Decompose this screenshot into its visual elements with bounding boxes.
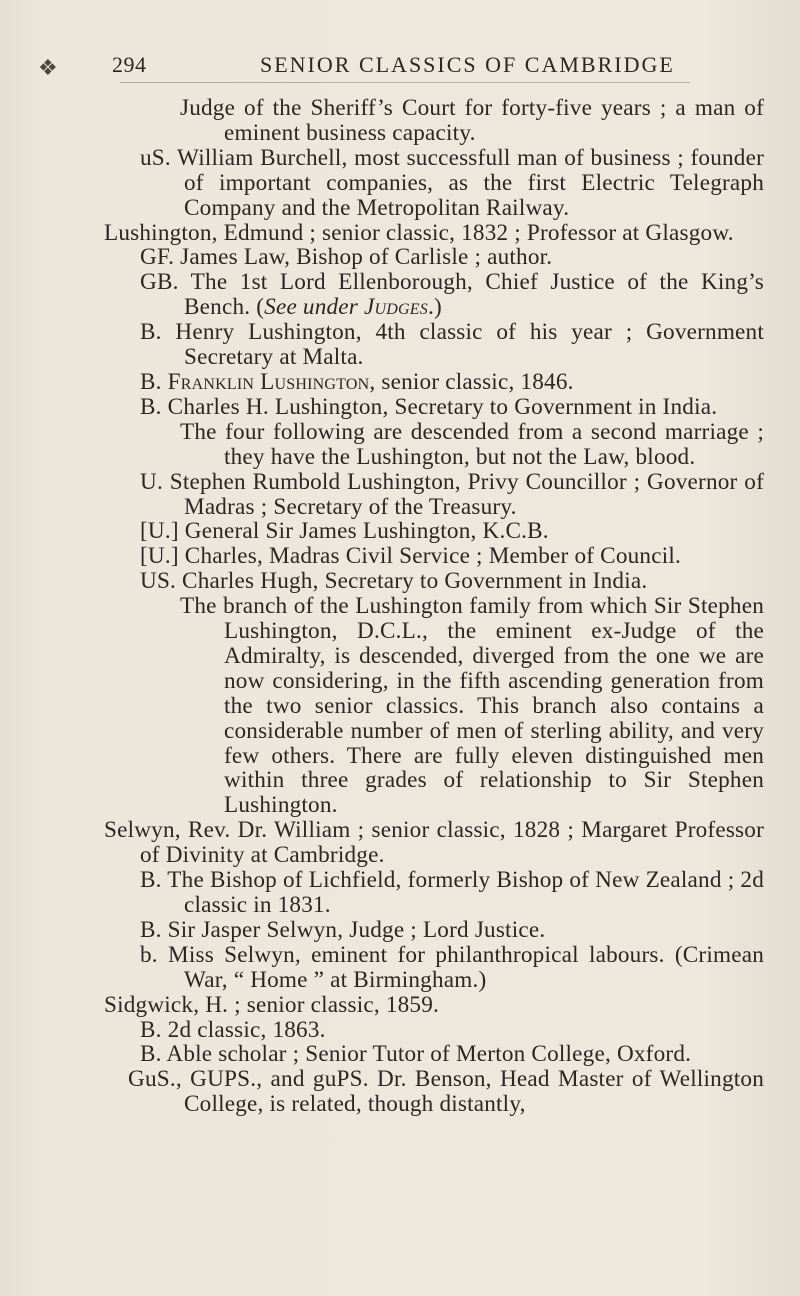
entry-text-end: .)	[427, 294, 442, 321]
page-header	[112, 52, 712, 82]
entry-line: B. Henry Lushington, 4th classic of his year ; Government Secretary at Malta.	[140, 319, 764, 371]
header-divider	[120, 82, 690, 83]
entry-line	[104, 370, 764, 395]
entry-text: B.	[140, 368, 168, 395]
entry-line: The four following are descended from a second marriage ; they have the Lushington, but not the Law, blood.	[180, 418, 764, 470]
entry-line: [U.] Charles, Madras Civil Service ; Member of Council.	[140, 543, 681, 570]
entry-line: The branch of the Lushington family from which Sir Stephen Lushington, D.C.L., the eminent ex-Judge of the Admiralty, is descended, diverged from the one we are now considering, in the fifth ascending generation from the two senior classics. This branch also contains a considerable number of men of sterling ability, and very few others. There are fully eleven distinguished men within three grades of relationship to Sir Stephen Lushington.	[180, 593, 764, 819]
entry-line: US. Charles Hugh, Secretary to Government in India.	[140, 568, 648, 595]
entry-line: Selwyn, Rev. Dr. William ; senior classic, 1828 ; Margaret Professor of Divinity at Cambridge.	[104, 817, 764, 869]
running-head: SENIOR CLASSICS OF CAMBRIDGE	[260, 52, 675, 77]
cross-reference	[264, 294, 428, 320]
entry-line: B. Charles H. Lushington, Secretary to Government in India.	[140, 393, 718, 420]
entry-line: B. Sir Jasper Selwyn, Judge ; Lord Justice.	[140, 916, 546, 943]
entry-line: Sidgwick, H. ; senior classic, 1859.	[104, 991, 440, 1018]
entry-line	[104, 270, 764, 320]
entry-line: GuS., GUPS., and guPS. Dr. Benson, Head Master of Wellington College, is related, though distantly,	[128, 1066, 764, 1118]
cross-reference-target: Judges	[364, 294, 428, 321]
entry-text: GB. The 1st Lord Ellenborough, Chief Justice of the King’s Bench. (	[140, 269, 764, 321]
entry-line: B. 2d classic, 1863.	[140, 1016, 326, 1043]
entry-line: GF. James Law, Bishop of Carlisle ; author.	[140, 244, 553, 271]
entry-line: [U.] General Sir James Lushington, K.C.B.	[140, 518, 549, 545]
entry-line: B. The Bishop of Lichfield, formerly Bishop of New Zealand ; 2d classic in 1831.	[140, 867, 764, 918]
entry-text-end: , senior classic, 1846.	[369, 368, 574, 395]
page-number: 294	[112, 52, 147, 77]
corner-mark-icon: ❖	[38, 56, 58, 81]
entry-line: Lushington, Edmund ; senior classic, 1832 ; Professor at Glasgow.	[104, 219, 734, 246]
entry-line: b. Miss Selwyn, eminent for philanthropical labours. (Crimean War, “ Home ” at Birmingham.)	[140, 941, 764, 993]
entry-line: Judge of the Sheriff’s Court for forty-five years ; a man of eminent business capacity.	[180, 95, 764, 146]
entry-line: uS. William Burchell, most successfull man of business ; founder of important companies, as the first Electric Telegraph Company and the Metropolitan Railway.	[140, 144, 764, 221]
entry-line: U. Stephen Rumbold Lushington, Privy Councillor ; Governor of Madras ; Secretary of the Treasury.	[140, 468, 764, 520]
page-body	[104, 96, 764, 1117]
cross-reference-see: See under	[264, 294, 365, 321]
entry-line: B. Able scholar ; Senior Tutor of Merton College, Oxford.	[140, 1041, 692, 1068]
name-small-caps: Franklin Lushington	[167, 368, 370, 395]
